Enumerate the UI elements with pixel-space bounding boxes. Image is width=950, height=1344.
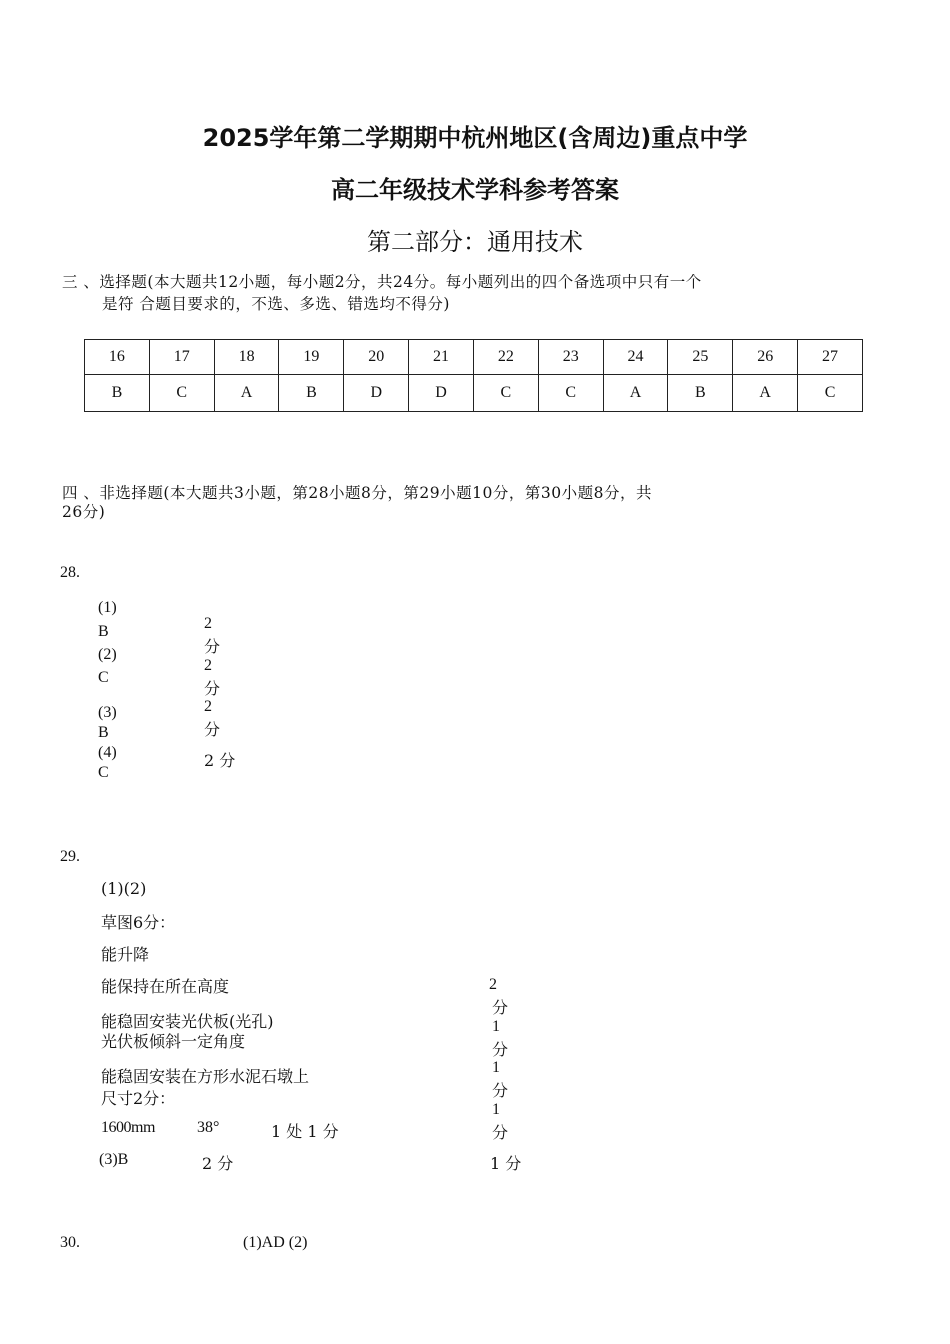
q29-score: 分 bbox=[492, 1040, 509, 1059]
q29-number: 29. bbox=[60, 848, 80, 865]
answer-cell: A bbox=[733, 375, 798, 412]
section4-heading: 四 、非选择题(本大题共3小题，第28小题8分，第29小题10分，第30小题8分，共 bbox=[62, 484, 652, 502]
q28-item-num: (2) bbox=[98, 646, 117, 663]
answer-cell: C bbox=[473, 375, 538, 412]
q28-item-answer: C bbox=[98, 764, 109, 781]
q29-score: 1 分 bbox=[490, 1154, 522, 1173]
q28-item-num: (4) bbox=[98, 744, 117, 761]
answer-table-header-row bbox=[85, 340, 863, 375]
q29-part3: (3)B bbox=[99, 1151, 129, 1168]
question-number-cell: 20 bbox=[344, 340, 409, 375]
q28-item-score-unit: 分 bbox=[204, 720, 221, 739]
q28-item-answer: B bbox=[98, 623, 109, 640]
question-number-cell: 22 bbox=[473, 340, 538, 375]
answer-cell: C bbox=[149, 375, 214, 412]
q28-number: 28. bbox=[60, 564, 80, 581]
q28-item-score-unit: 分 bbox=[204, 637, 221, 656]
question-number-cell: 25 bbox=[668, 340, 733, 375]
answer-cell: D bbox=[344, 375, 409, 412]
q29-score: 1 bbox=[492, 1059, 500, 1076]
q28-item-score-num: 2 bbox=[204, 615, 212, 632]
q29-requirement: 能升降 bbox=[101, 945, 150, 964]
q29-score: 分 bbox=[492, 998, 509, 1017]
q29-requirement: 能保持在所在高度 bbox=[101, 977, 230, 996]
answer-cell: B bbox=[279, 375, 344, 412]
q28-item-num: (3) bbox=[98, 704, 117, 721]
q28-item-answer: C bbox=[98, 669, 109, 686]
question-number-cell: 17 bbox=[149, 340, 214, 375]
answer-cell: B bbox=[85, 375, 150, 412]
question-number-cell: 19 bbox=[279, 340, 344, 375]
answer-cell: A bbox=[214, 375, 279, 412]
section3-heading-cont: 是符 合题目要求的，不选、多选、错选均不得分) bbox=[102, 295, 450, 313]
question-number-cell: 27 bbox=[798, 340, 863, 375]
answer-cell: A bbox=[603, 375, 668, 412]
q29-requirement: 能稳固安装在方形水泥石墩上 bbox=[101, 1067, 310, 1086]
q28-item-score-num: 2 bbox=[204, 657, 212, 674]
answer-cell: B bbox=[668, 375, 733, 412]
section3-heading: 三 、选择题(本大题共12小题，每小题2分，共24分。每小题列出的四个备选项中只有一个 bbox=[62, 273, 702, 291]
q29-sketch-label: 草图6分： bbox=[101, 913, 176, 932]
q29-size-label: 尺寸2分： bbox=[101, 1089, 176, 1108]
q29-score: 1 bbox=[492, 1101, 500, 1118]
q28-item-answer: B bbox=[98, 724, 109, 741]
q29-requirement: 能稳固安装光伏板(光孔) bbox=[101, 1012, 274, 1031]
answer-table bbox=[84, 339, 863, 412]
document-title: 2025学年第二学期期中杭州地区(含周边)重点中学 bbox=[202, 124, 748, 152]
answer-cell: D bbox=[409, 375, 474, 412]
section4-heading-cont: 26分) bbox=[62, 503, 106, 521]
answer-cell: C bbox=[798, 375, 863, 412]
question-number-cell: 23 bbox=[538, 340, 603, 375]
q29-requirement: 光伏板倾斜一定角度 bbox=[101, 1032, 246, 1051]
q29-subparts: (1)(2) bbox=[101, 879, 147, 898]
q28-item-score: 2 分 bbox=[204, 751, 236, 770]
question-number-cell: 24 bbox=[603, 340, 668, 375]
part-title: 第二部分：通用技术 bbox=[367, 228, 583, 256]
q28-item-score-unit: 分 bbox=[204, 679, 221, 698]
answer-cell: C bbox=[538, 375, 603, 412]
document-subtitle: 高二年级技术学科参考答案 bbox=[331, 176, 619, 204]
q30-number: 30. bbox=[60, 1234, 80, 1251]
question-number-cell: 21 bbox=[409, 340, 474, 375]
q29-size-value: 1600mm bbox=[101, 1119, 155, 1136]
question-number-cell: 16 bbox=[85, 340, 150, 375]
q28-item-score-num: 2 bbox=[204, 698, 212, 715]
q29-size-value: 38° bbox=[197, 1119, 220, 1136]
q30-answer: (1)AD (2) bbox=[243, 1234, 308, 1251]
q29-score: 分 bbox=[492, 1123, 509, 1142]
question-number-cell: 26 bbox=[733, 340, 798, 375]
q29-part3-score: 2 分 bbox=[202, 1154, 234, 1173]
q28-item-num: (1) bbox=[98, 599, 117, 616]
question-number-cell: 18 bbox=[214, 340, 279, 375]
q29-score: 2 bbox=[489, 976, 497, 993]
q29-score: 分 bbox=[492, 1081, 509, 1100]
q29-score: 1 bbox=[492, 1018, 500, 1035]
q29-size-each: 1 处 1 分 bbox=[271, 1122, 339, 1141]
answer-table-answer-row bbox=[85, 375, 863, 412]
